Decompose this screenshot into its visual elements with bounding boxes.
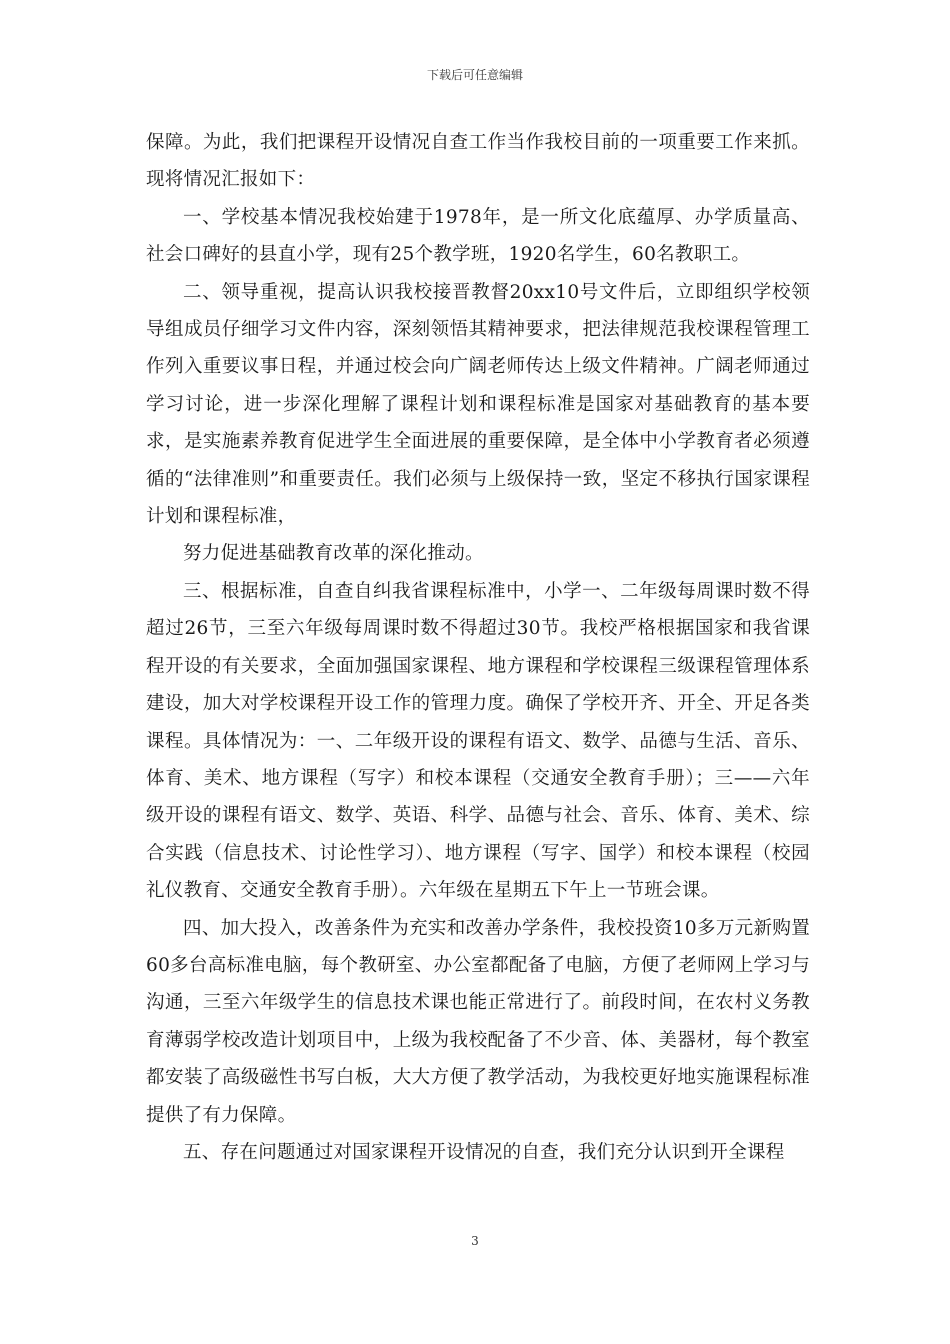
paragraph-section-5: 五、存在问题通过对国家课程开设情况的自查，我们充分认识到开全课程 <box>183 1141 785 1163</box>
paragraph-intro: 保障。为此，我们把课程开设情况自查工作当作我校目前的一项重要工作来抓。现将情况汇报如下： <box>146 132 810 191</box>
paragraph-section-2: 二、领导重视，提高认识我校接晋教督20xx10号文件后，立即组织学校领导组成员仔细学习文件内容，深刻领悟其精神要求，把法律规范我校课程管理工作列入重要议事日程，并通过校会向广阔老师传达上级文件精神。广阔老师通过学习讨论，进一步深化理解了课程计划和课程标准是国家对基础教育的基本要求，是实施素养教育促进学生全面进展的重要保障，是全体中小学教育者必须遵循的“法律准则”和重要责任。我们必须与上级保持一致，坚定不移执行国家课程计划和课程标准， <box>146 281 810 528</box>
document-body <box>146 124 810 1171</box>
paragraph-section-3: 三、根据标准，自查自纠我省课程标准中，小学一、二年级每周课时数不得超过26节，三至六年级每周课时数不得超过30节。我校严格根据国家和我省课程开设的有关要求，全面加强国家课程、地方课程和学校课程三级课程管理体系建设，加大对学校课程开设工作的管理力度。确保了学校开齐、开全、开足各类课程。具体情况为：一、二年级开设的课程有语文、数学、品德与生活、音乐、体育、美术、地方课程（写字）和校本课程（交通安全教育手册）；三——六年级开设的课程有语文、数学、英语、科学、品德与社会、音乐、体育、美术、综合实践（信息技术、讨论性学习）、地方课程（写字、国学）和校本课程（校园礼仪教育、交通安全教育手册）。六年级在星期五下午上一节班会课。 <box>146 580 810 902</box>
page-number: 3 <box>471 1234 479 1248</box>
paragraph-section-4: 四、加大投入，改善条件为充实和改善办学条件，我校投资10多万元新购置60多台高标准电脑，每个教研室、办公室都配备了电脑，方便了老师网上学习与沟通，三至六年级学生的信息技术课也能正常进行了。前段时间，在农村义务教育薄弱学校改造计划项目中，上级为我校配备了不少音、体、美器材，每个教室都安装了高级磁性书写白板，大大方便了教学活动，为我校更好地实施课程标准提供了有力保障。 <box>146 917 810 1126</box>
page-header: 下载后可任意编辑 <box>426 68 523 82</box>
paragraph-section-2-continued: 努力促进基础教育改革的深化推动。 <box>183 543 484 565</box>
paragraph-section-1: 一、学校基本情况我校始建于1978年，是一所文化底蕴厚、办学质量高、社会口碑好的县直小学，现有25个教学班，1920名学生，60名教职工。 <box>146 206 810 266</box>
